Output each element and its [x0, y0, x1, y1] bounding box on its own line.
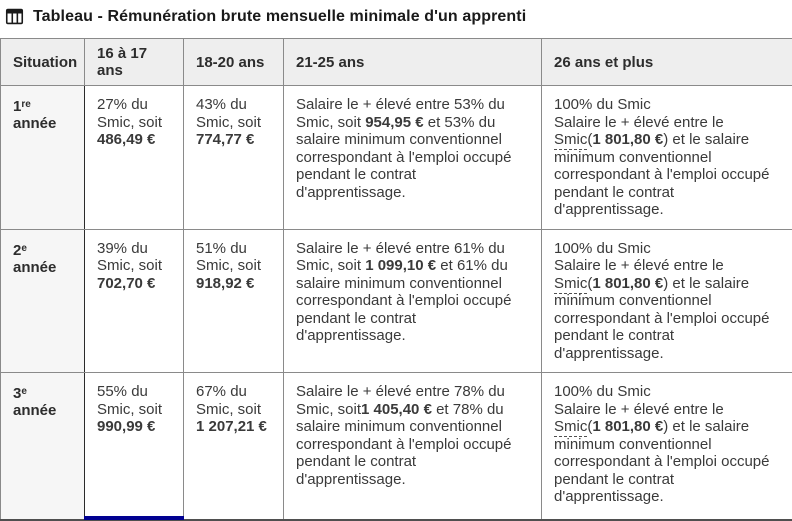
cell-16-17-ans	[85, 229, 184, 373]
cell-16-17-ans	[85, 373, 184, 520]
cell-text: (	[587, 418, 593, 435]
amount-bold: 1 099,10 €	[365, 257, 437, 274]
cell-text: 100% du Smic Salaire le + élevé entre le	[554, 383, 724, 418]
amount-bold: 1 801,80 €	[592, 131, 664, 148]
row-header-annee-1: 1re année	[1, 86, 85, 230]
cell-text: et 61% du salaire minimum conventionnel correspondant à l'emploi occupé pendant le contrat d'apprentissage.	[296, 257, 512, 344]
cell-text: 39% du Smic, soit	[97, 239, 163, 274]
cell-16-17-ans	[85, 86, 184, 230]
cell-text: 27% du Smic, soit	[97, 96, 163, 131]
cell-26-ans-et-plus	[542, 229, 792, 373]
cell-26-ans-et-plus	[542, 373, 792, 520]
cell-18-20-ans	[184, 86, 284, 230]
column-header-18-20-ans: 18-20 ans	[184, 39, 284, 86]
smic-abbr: Smic	[554, 131, 588, 148]
cell-text: 100% du Smic Salaire le + élevé entre le	[554, 239, 724, 274]
amount-bold: 486,49 €	[97, 131, 156, 148]
column-header-26-ans-et-plus: 26 ans et plus	[542, 39, 792, 86]
cell-21-25-ans	[284, 373, 542, 520]
row-header-annee-3: 3e année	[1, 373, 85, 520]
page-title: Tableau - Rémunération brute mensuelle minimale d'un apprenti	[33, 7, 527, 25]
amount-bold: 990,99 €	[97, 418, 156, 435]
ordinal-suffix: e	[21, 386, 27, 397]
remuneration-table	[0, 38, 792, 521]
cell-text: et 53% du salaire minimum conventionnel correspondant à l'emploi occupé pendant le contrat d'apprentissage.	[296, 113, 512, 201]
cell-text: Salaire le + élevé entre 78% du Smic, soit	[296, 383, 505, 418]
amount-bold: 1 207,21 €	[196, 418, 267, 435]
smic-abbr: Smic	[554, 274, 588, 292]
amount-bold: 918,92 €	[196, 274, 255, 292]
cell-18-20-ans	[184, 373, 284, 520]
amount-bold: 702,70 €	[97, 274, 156, 292]
ordinal-suffix: e	[21, 242, 27, 254]
ordinal-suffix: re	[21, 99, 31, 110]
cell-text: 43% du Smic, soit	[196, 96, 262, 131]
table-row	[1, 229, 792, 373]
amount-bold: 954,95 €	[365, 113, 424, 131]
cell-26-ans-et-plus	[542, 86, 792, 230]
table-row	[1, 86, 792, 230]
row-header-annee-2: 2e année	[1, 229, 85, 373]
cell-text: ) et le salaire minimum conventionnel correspondant à l'emploi occupé pendant le contrat d'apprentissage.	[554, 274, 770, 362]
cell-text: Salaire le + élevé entre 53% du Smic, soit	[296, 96, 505, 131]
table-caption	[0, 0, 792, 26]
cell-18-20-ans	[184, 229, 284, 373]
smic-abbr: Smic	[554, 418, 588, 435]
cell-21-25-ans	[284, 86, 542, 230]
table-body	[1, 86, 792, 520]
cell-text: 51% du Smic, soit	[196, 239, 262, 274]
table-icon	[5, 7, 24, 26]
column-header-situation: Situation	[1, 39, 85, 86]
cell-text: (	[587, 274, 593, 292]
cell-text: Salaire le + élevé entre 61% du Smic, soit	[296, 239, 505, 274]
amount-bold: 1 801,80 €	[592, 274, 664, 292]
cell-text: ) et le salaire minimum conventionnel correspondant à l'emploi occupé pendant le contrat d'apprentissage.	[554, 418, 770, 505]
cell-text: 67% du Smic, soit	[196, 383, 262, 418]
cell-text: 100% du Smic Salaire le + élevé entre le	[554, 96, 724, 131]
amount-bold: 1 801,80 €	[592, 418, 664, 435]
column-header-21-25-ans: 21-25 ans	[284, 39, 542, 86]
cell-text: ) et le salaire minimum conventionnel correspondant à l'emploi occupé pendant le contrat d'apprentissage.	[554, 131, 770, 218]
amount-bold: 774,77 €	[196, 131, 255, 148]
header-row	[1, 39, 792, 86]
horizontal-scrollbar-thumb[interactable]	[84, 516, 184, 520]
cell-text: 55% du Smic, soit	[97, 383, 163, 418]
cell-text: (	[587, 131, 593, 148]
amount-bold: 1 405,40 €	[361, 400, 432, 418]
cell-21-25-ans	[284, 229, 542, 373]
cell-text: et 78% du salaire minimum conventionnel correspondant à l'emploi occupé pendant le contrat d'apprentissage.	[296, 400, 512, 488]
table-row	[1, 373, 792, 520]
column-header-16-17-ans: 16 à 17 ans	[85, 39, 184, 86]
